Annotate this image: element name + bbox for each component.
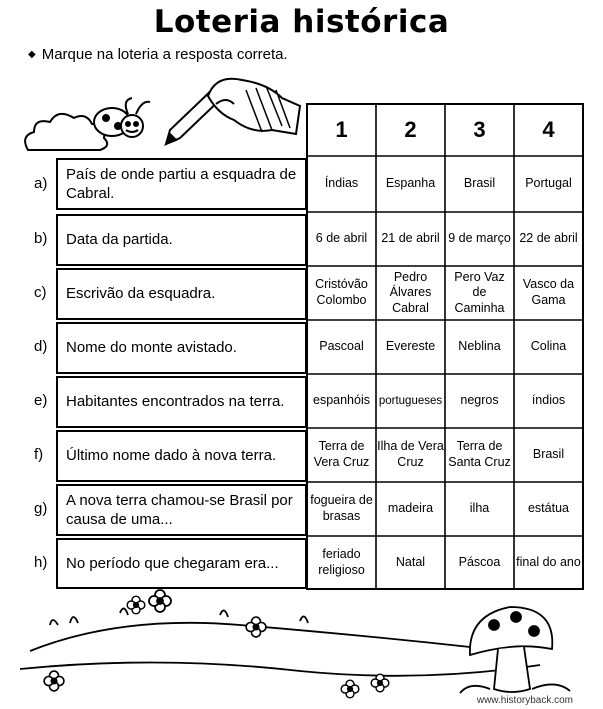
column-header-3: 3 — [473, 117, 486, 142]
row-letter: f) — [34, 445, 44, 463]
answer-option[interactable]: Páscoa — [458, 554, 501, 569]
answer-option[interactable]: Evereste — [385, 339, 436, 354]
answer-option[interactable]: Natal — [395, 554, 426, 569]
question-box: Nome do monte avistado. — [56, 322, 307, 374]
answer-option[interactable]: Brasil — [532, 447, 565, 462]
answer-option[interactable]: Brasil — [463, 176, 496, 191]
question-box: No período que chegaram era... — [56, 538, 307, 589]
flowers-mushroom-illustration-icon — [0, 585, 603, 709]
column-header-1: 1 — [335, 117, 348, 142]
answer-option[interactable]: Terra de Santa Cruz — [448, 439, 511, 469]
instruction-text: Marque na loteria a resposta correta. — [41, 46, 288, 63]
answer-option[interactable]: Vasco da Gama — [522, 277, 575, 307]
diamond-bullet-icon: ◆ — [28, 49, 36, 60]
row-letter: h) — [34, 553, 48, 571]
answer-option[interactable]: Terra de Vera Cruz — [313, 439, 370, 469]
question-box: Último nome dado à nova terra. — [56, 430, 307, 482]
answer-option[interactable]: Espanha — [385, 176, 436, 191]
answer-option[interactable]: portugueses — [378, 394, 443, 407]
answer-option[interactable]: Portugal — [525, 176, 572, 191]
answer-option[interactable]: 9 de março — [448, 231, 511, 246]
row-letter: c) — [34, 283, 47, 301]
answer-option[interactable]: Pascoal — [319, 339, 364, 354]
column-header-2: 2 — [404, 117, 417, 142]
question-box: Escrivão da esquadra. — [56, 268, 307, 320]
question-box: A nova terra chamou-se Brasil por causa de uma... — [56, 484, 307, 536]
answer-option[interactable]: estátua — [527, 501, 569, 516]
row-letter: b) — [34, 229, 48, 247]
answer-option[interactable]: negros — [460, 393, 499, 408]
answer-option[interactable]: Pedro Álvares Cabral — [389, 269, 432, 315]
answer-option[interactable]: feriado religioso — [318, 546, 365, 577]
question-box: Data da partida. — [56, 214, 307, 266]
answer-option[interactable]: Colina — [530, 339, 567, 354]
answer-option[interactable]: fogueira de brasas — [310, 493, 373, 523]
answer-option[interactable]: Ilha de Vera Cruz — [377, 439, 444, 469]
answer-option[interactable]: madeira — [387, 501, 434, 516]
answer-option[interactable]: Pero Vaz de Caminha — [454, 269, 505, 315]
answer-option[interactable]: espanhóis — [313, 393, 370, 408]
column-header-4: 4 — [542, 117, 555, 142]
row-letter: g) — [34, 499, 48, 517]
question-box: País de onde partiu a esquadra de Cabral. — [56, 158, 307, 210]
answer-option[interactable]: Cristóvão Colombo — [315, 277, 368, 307]
row-letter: d) — [34, 337, 48, 355]
answer-option[interactable]: índios — [531, 393, 566, 408]
answer-option[interactable]: ilha — [469, 501, 490, 516]
watermark: www.historyback.com — [476, 695, 573, 706]
question-box: Habitantes encontrados na terra. — [56, 376, 307, 428]
row-letter: a) — [34, 174, 48, 192]
answer-option[interactable]: Neblina — [458, 339, 501, 354]
row-letter: e) — [34, 391, 48, 409]
answer-option[interactable]: 6 de abril — [315, 231, 368, 246]
answer-option[interactable]: 22 de abril — [519, 231, 578, 246]
answer-option[interactable]: Índias — [324, 176, 359, 191]
answer-option[interactable]: 21 de abril — [381, 231, 440, 246]
answer-option[interactable]: final do ano — [516, 554, 581, 569]
page-title: Loteria histórica — [153, 4, 450, 40]
